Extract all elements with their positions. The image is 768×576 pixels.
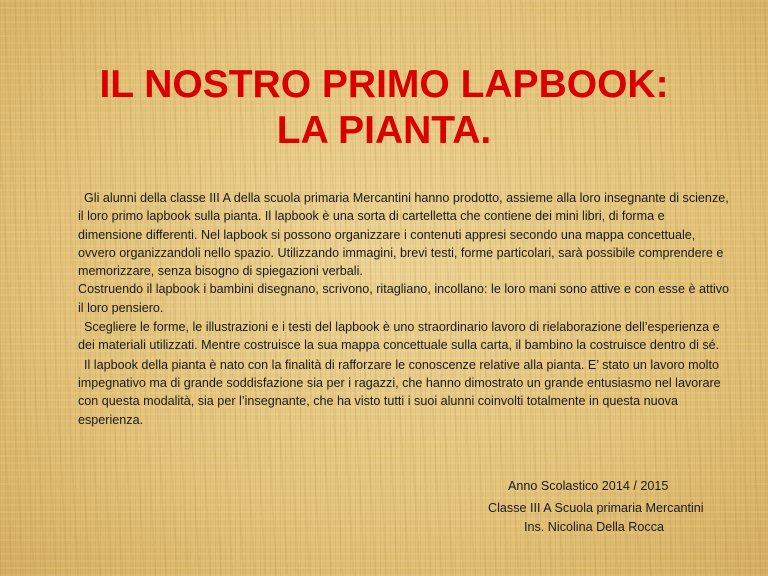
- body-text: [78, 189, 732, 429]
- paragraph-purpose: Il lapbook della pianta è nato con la finalità di rafforzare le conoscenze relative alla pianta. E’ stato un lavoro molto impegnativo ma di grande soddisfazione sia per i ragazzi, che hanno dimostrato un grande entusiasmo nel lavorare con questa modalità, sia per l’insegnante, che ha visto tutti i suoi alunni coinvolti totalmente in questa nuova esperienza.: [78, 357, 721, 427]
- class-name: Classe III A Scuola primaria Mercantini: [488, 501, 704, 515]
- signature-block: [470, 477, 730, 537]
- school-year: Anno Scolastico 2014 / 2015: [508, 479, 669, 493]
- paragraph-intro: Gli alunni della classe III A della scuola primaria Mercantini hanno prodotto, assieme alla loro insegnante di scienze, il loro primo lapbook sulla pianta. Il lapbook è una sorta di cartelletta che contiene dei mini libri, di forma e dimensione differenti. Nel lapbook si possono organizzare i contenuti appresi secondo una mappa concettuale, ovvero organizzandoli nello spazio. Utilizzando immagini, brevi testi, forme particolari, sarà possibile comprendere e memorizzare, senza bisogno di spiegazioni verbali.: [78, 191, 729, 279]
- paragraph-construction: Costruendo il lapbook i bambini disegnano, scrivono, ritagliano, incollano: le loro mani sono attive e con esse è attivo il loro pensiero.: [78, 282, 730, 315]
- teacher-name: Ins. Nicolina Della Rocca: [524, 520, 664, 534]
- slide-title: [0, 62, 768, 154]
- paragraph-choices: Scegliere le forme, le illustrazioni e i testi del lapbook è uno straordinario lavoro di rielaborazione dell’esperienza e dei materiali utilizzati. Mentre costruisce la sua mappa concettuale sulla carta, il bambino la costruisce dentro di sé.: [78, 320, 720, 353]
- title-line-1: IL NOSTRO PRIMO LAPBOOK:: [99, 63, 669, 106]
- title-line-2: LA PIANTA.: [276, 109, 492, 152]
